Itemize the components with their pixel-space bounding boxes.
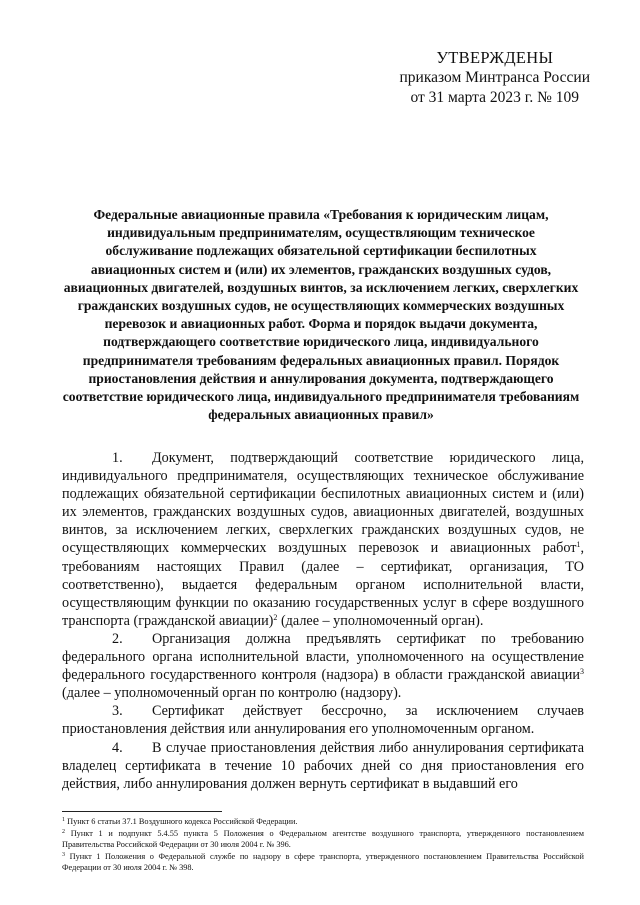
footnote-mark: 1	[62, 817, 65, 823]
document-body	[62, 449, 584, 793]
paragraph-3	[62, 702, 584, 738]
footnote-ref: 3	[580, 667, 584, 677]
paragraph-number: 3.	[112, 703, 123, 720]
approval-stamp	[400, 48, 591, 108]
paragraph-text: (далее – уполномоченный орган по контролю (надзору).	[62, 685, 402, 702]
paragraph-2	[62, 630, 584, 702]
footnote-2	[62, 828, 584, 851]
paragraph-text: В случае приостановления действия либо аннулирования сертификата владелец сертификата в течение 10 рабочих дней со дня приостановления его действия, либо аннулирования должен вернуть сертификат в выдавший его	[62, 739, 584, 792]
footnotes	[62, 816, 584, 874]
footnote-separator	[62, 811, 222, 812]
paragraph-number: 1.	[112, 450, 123, 466]
paragraph-number: 4.	[112, 739, 123, 756]
footnote-ref: 2	[273, 612, 278, 622]
paragraph-4	[62, 739, 584, 793]
footnote-ref: 1	[576, 540, 581, 550]
approval-date-line: от 31 марта 2023 г. № 109	[410, 89, 580, 106]
footnote-mark: 3	[62, 851, 65, 858]
paragraph-1	[62, 449, 584, 630]
paragraph-text: , требованиям настоящих Правил (далее – сертификат, организация, ТО соответственно), выдается федеральным органом исполнительной власти, осуществляющим функции по оказанию государственных услуг в сфере воздушного транспорта (гражданской авиации)	[62, 540, 584, 629]
footnote-text: Пункт 1 Положения о Федеральной службе по надзору в сфере транспорта, утвержденного постановлением Правительства Российской Федерации от 30 июля 2004 г. № 398.	[62, 851, 584, 872]
paragraph-number: 2.	[112, 630, 123, 647]
footnote-text: Пункт 1 и подпункт 5.4.55 пункта 5 Положения о Федеральном агентстве воздушного транспорта, утвержденного постановлением Правительства Российской Федерации от 30 июля 2004 г. № 396.	[62, 828, 584, 849]
footnote-text: Пункт 6 статьи 37.1 Воздушного кодекса Российской Федерации.	[65, 817, 298, 826]
document-title: Федеральные авиационные правила «Требования к юридическим лицам, индивидуальным предпринимателям, осуществляющим техническое обслуживание подлежащих обязательной сертификации беспилотных авиационных систем и (или) их элементов, гражданских воздушных судов, авиационных двигателей, воздушных винтов, за исключением легких, сверхлегких гражданских воздушных судов, не осуществляющих коммерческих воздушных перевозок и авиационных работ. Форма и порядок выдачи документа, подтверждающего соответствие юридического лица, индивидуального предпринимателя требованиям федеральных авиационных правил. Порядок приостановления действия и аннулирования документа, подтверждающего соответствие юридического лица, индивидуального предпринимателя требованиям федеральных авиационных правил»	[62, 207, 580, 423]
paragraph-text: Документ, подтверждающий соответствие юридического лица, индивидуального предпринимателя, осуществляющих техническое обслуживание подлежащих обязательной сертификации беспилотных авиационных систем и (или) их элементов, гражданских воздушных судов, авиационных двигателей, воздушных винтов, за исключением легких, сверхлегких гражданских воздушных судов, не осуществляющих коммерческих воздушных перевозок и авиационных работ	[62, 450, 584, 557]
paragraph-text: (далее – уполномоченный орган).	[277, 612, 484, 629]
approval-heading: УТВЕРЖДЕНЫ	[436, 48, 554, 67]
paragraph-text: Организация должна предъявлять сертификат по требованию федерального органа исполнительной власти, уполномоченного на осуществление федерального государственного контроля (надзора) в области гражданской авиации	[62, 630, 584, 684]
approval-order-line: приказом Минтранса России	[399, 69, 590, 86]
footnote-mark: 2	[62, 828, 65, 835]
paragraph-text: Сертификат действует бессрочно, за исключением случаев приостановления действия или аннулирования его уполномоченным органом.	[62, 703, 584, 738]
footnote-3	[62, 851, 584, 874]
footnote-1	[62, 816, 584, 828]
